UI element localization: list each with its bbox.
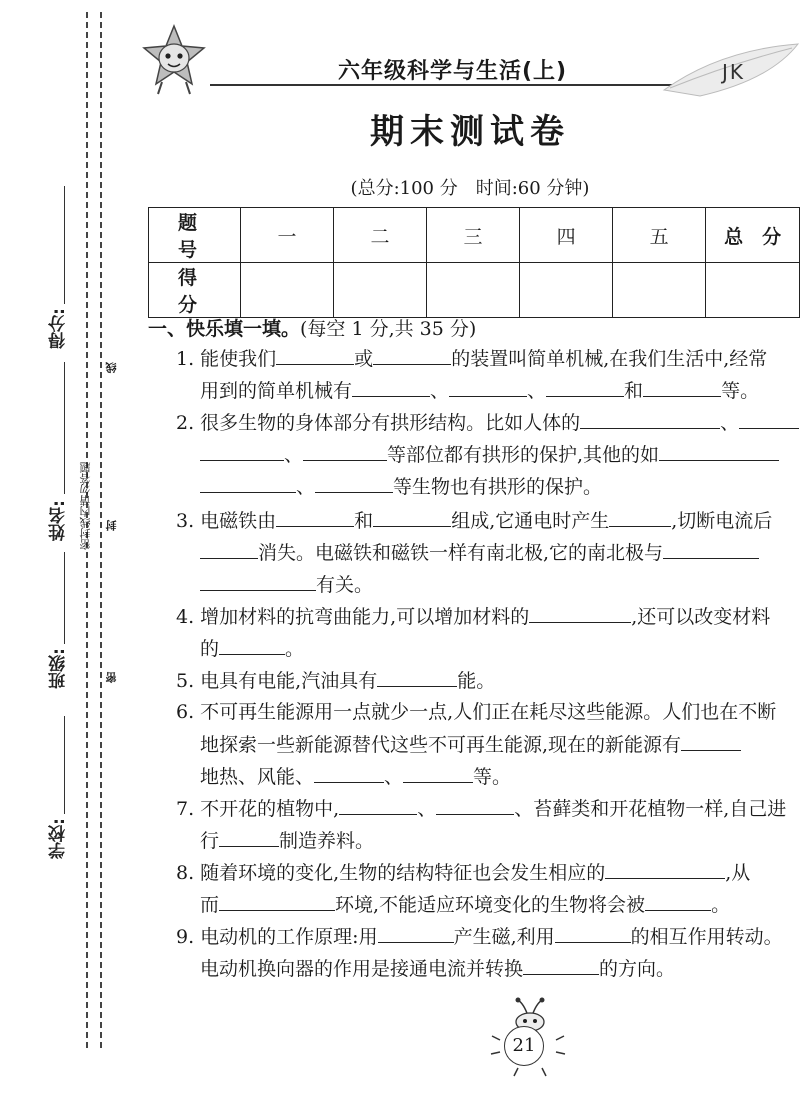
answer-blank[interactable] [436,794,514,815]
section-title: 一、快乐填一填。 [148,318,301,340]
q3-text: 有关。 [316,574,374,596]
answer-blank[interactable] [609,506,671,527]
score-table-score-row [149,263,800,318]
header-rule [210,84,690,86]
answer-blank[interactable] [373,506,451,527]
exam-info: (总分:100 分 时间:60 分钟) [350,178,590,199]
answer-blank[interactable] [377,666,457,687]
answer-blank[interactable] [659,440,779,461]
class-field-label: 班级: [49,648,69,689]
q3-text: 和 [354,510,374,532]
q6-text: 6. 不可再生能源用一点就少一点,人们正在耗尽这些能源。人们也在不断 [176,701,777,723]
score-table-column: 二 [334,208,427,263]
answer-blank[interactable] [315,472,393,493]
q6-text: 、 [384,766,404,788]
class-field-line[interactable] [64,552,65,644]
q1-text: 1. 能使我们 [176,348,277,370]
answer-blank[interactable] [276,506,354,527]
score-field-label: 得分: [49,308,69,349]
question-6-line-2 [200,730,741,759]
q8-text: ,从 [725,862,751,884]
score-table-column: 三 [427,208,520,263]
section-heading [148,314,476,341]
q8-text: 。 [711,894,731,916]
answer-blank[interactable] [580,408,720,429]
answer-blank[interactable] [200,472,296,493]
q9-text: 9. 电动机的工作原理:用 [176,926,378,948]
q6-text: 地热、风能、 [200,766,315,788]
name-field-label: 姓名: [49,500,69,541]
question-3-line-2 [200,538,759,567]
q4-text: 的 [200,638,220,660]
series-title: 六年级科学与生活(上) [338,59,568,84]
q8-text: 8. 随着环境的变化,生物的结构特征也会发生相应的 [176,862,606,884]
q3-text: 消失。电磁铁和磁铁一样有南北极,它的南北极与 [258,542,664,564]
score-cell[interactable] [706,263,800,318]
score-table-score-label: 得 分 [149,263,241,318]
question-7-line-2 [200,826,374,855]
answer-blank[interactable] [555,922,631,943]
seal-char-feng: 封 [105,520,118,531]
q1-text: 、 [430,380,450,402]
q5-text: 能。 [457,670,496,692]
answer-blank[interactable] [378,922,454,943]
q5-text: 5. 电具有电能,汽油具有 [176,670,378,692]
q6-text: 地探索一些新能源替代这些不可再生能源,现在的新能源有 [200,734,682,756]
q8-text: 环境,不能适应环境变化的生物将会被 [335,894,646,916]
score-field-line[interactable] [64,186,65,304]
score-cell[interactable] [520,263,613,318]
question-1-line-1 [176,344,767,373]
q2-text: 、 [296,476,316,498]
answer-blank[interactable] [352,376,430,397]
page-number: 21 [504,1026,544,1066]
question-6-line-3 [200,762,511,791]
question-4-line-1 [176,602,770,631]
question-9-line-2 [200,954,675,983]
question-2-line-1 [176,408,799,437]
q1-text: 或 [354,348,374,370]
section-note: (每空 1 分,共 35 分) [300,318,477,340]
question-8-line-1 [176,858,750,887]
question-3-line-1 [176,506,772,535]
answer-blank[interactable] [339,794,417,815]
q2-text: 等生物也有拱形的保护。 [393,476,603,498]
question-3-line-3 [200,570,373,599]
q1-text: 用到的简单机械有 [200,380,353,402]
q9-text: 的相互作用转动。 [630,926,783,948]
q4-text: 。 [285,638,305,660]
answer-blank[interactable] [523,954,599,975]
q7-text: 7. 不开花的植物中, [176,798,340,820]
seal-char-xian: 线 [105,362,118,373]
answer-blank[interactable] [276,344,354,365]
q8-text: 而 [200,894,220,916]
q2-text: 、 [284,444,304,466]
question-5-line-1 [176,666,495,695]
answer-blank[interactable] [546,376,624,397]
question-2-line-3 [200,472,602,501]
answer-blank[interactable] [663,538,759,559]
question-9-line-1 [176,922,783,951]
school-field-label: 学校: [49,818,69,859]
q7-text: 、 [417,798,437,820]
answer-blank[interactable] [529,602,631,623]
q3-text: 3. 电磁铁由 [176,510,277,532]
answer-blank[interactable] [739,408,799,429]
answer-blank[interactable] [219,890,335,911]
q3-text: 组成,它通电时产生 [451,510,610,532]
question-2-line-2 [200,440,779,469]
score-cell[interactable] [334,263,427,318]
q1-text: 和 [624,380,644,402]
q4-text: ,还可以改变材料 [631,606,771,628]
q1-text: 、 [527,380,547,402]
question-7-line-1 [176,794,786,823]
answer-blank[interactable] [449,376,527,397]
score-table-header-row [149,208,800,263]
q7-text: 、苔藓类和开花植物一样,自己进 [514,798,787,820]
question-1-line-2 [200,376,759,405]
star-mascot-icon [140,20,208,100]
name-field-line[interactable] [64,362,65,494]
q7-text: 行 [200,830,220,852]
exam-title: 期末测试卷 [370,112,570,152]
q9-text: 的方向。 [599,958,676,980]
question-6-line-1 [176,698,776,726]
q9-text: 电动机换向器的作用是接通电流并转换 [200,958,524,980]
q3-text: ,切断电流后 [671,510,773,532]
q6-text: 等。 [473,766,512,788]
answer-blank[interactable] [681,730,741,751]
answer-blank[interactable] [645,890,711,911]
answer-blank[interactable] [373,344,451,365]
answer-blank[interactable] [643,376,721,397]
answer-blank[interactable] [605,858,725,879]
question-4-line-2 [200,634,304,663]
score-table-header-label: 题 号 [149,208,241,263]
q1-text: 等。 [721,380,760,402]
q4-text: 4. 增加材料的抗弯曲能力,可以增加材料的 [176,606,530,628]
answer-blank[interactable] [200,538,258,559]
seal-char-mi: 密 [105,672,118,683]
answer-blank[interactable] [403,762,473,783]
q2-text: 2. 很多生物的身体部分有拱形结构。比如人体的 [176,412,581,434]
q1-text: 的装置叫简单机械,在我们生活中,经常 [451,348,768,370]
school-field-line[interactable] [64,716,65,814]
q9-text: 产生磁,利用 [453,926,555,948]
q2-text: 等部位都有拱形的保护,其他的如 [387,444,660,466]
score-table-column: 四 [520,208,613,263]
score-table-column: 总 分 [706,208,800,263]
score-cell[interactable] [613,263,706,318]
answer-blank[interactable] [303,440,387,461]
q2-text: 、 [720,412,740,434]
score-cell[interactable] [240,263,333,318]
answer-blank[interactable] [219,826,279,847]
answer-blank[interactable] [314,762,384,783]
question-8-line-2 [200,890,730,919]
score-cell[interactable] [427,263,520,318]
q7-text: 制造养料。 [279,830,375,852]
answer-blank[interactable] [200,440,284,461]
binding-dashed-line-inner [100,12,102,1048]
answer-blank[interactable] [200,570,316,591]
seal-note: 密封线内请勿答题 [79,462,92,550]
corner-tag: JK [722,60,746,84]
answer-blank[interactable] [219,634,285,655]
score-table-column: 五 [613,208,706,263]
score-table [148,207,800,318]
score-table-column: 一 [240,208,333,263]
